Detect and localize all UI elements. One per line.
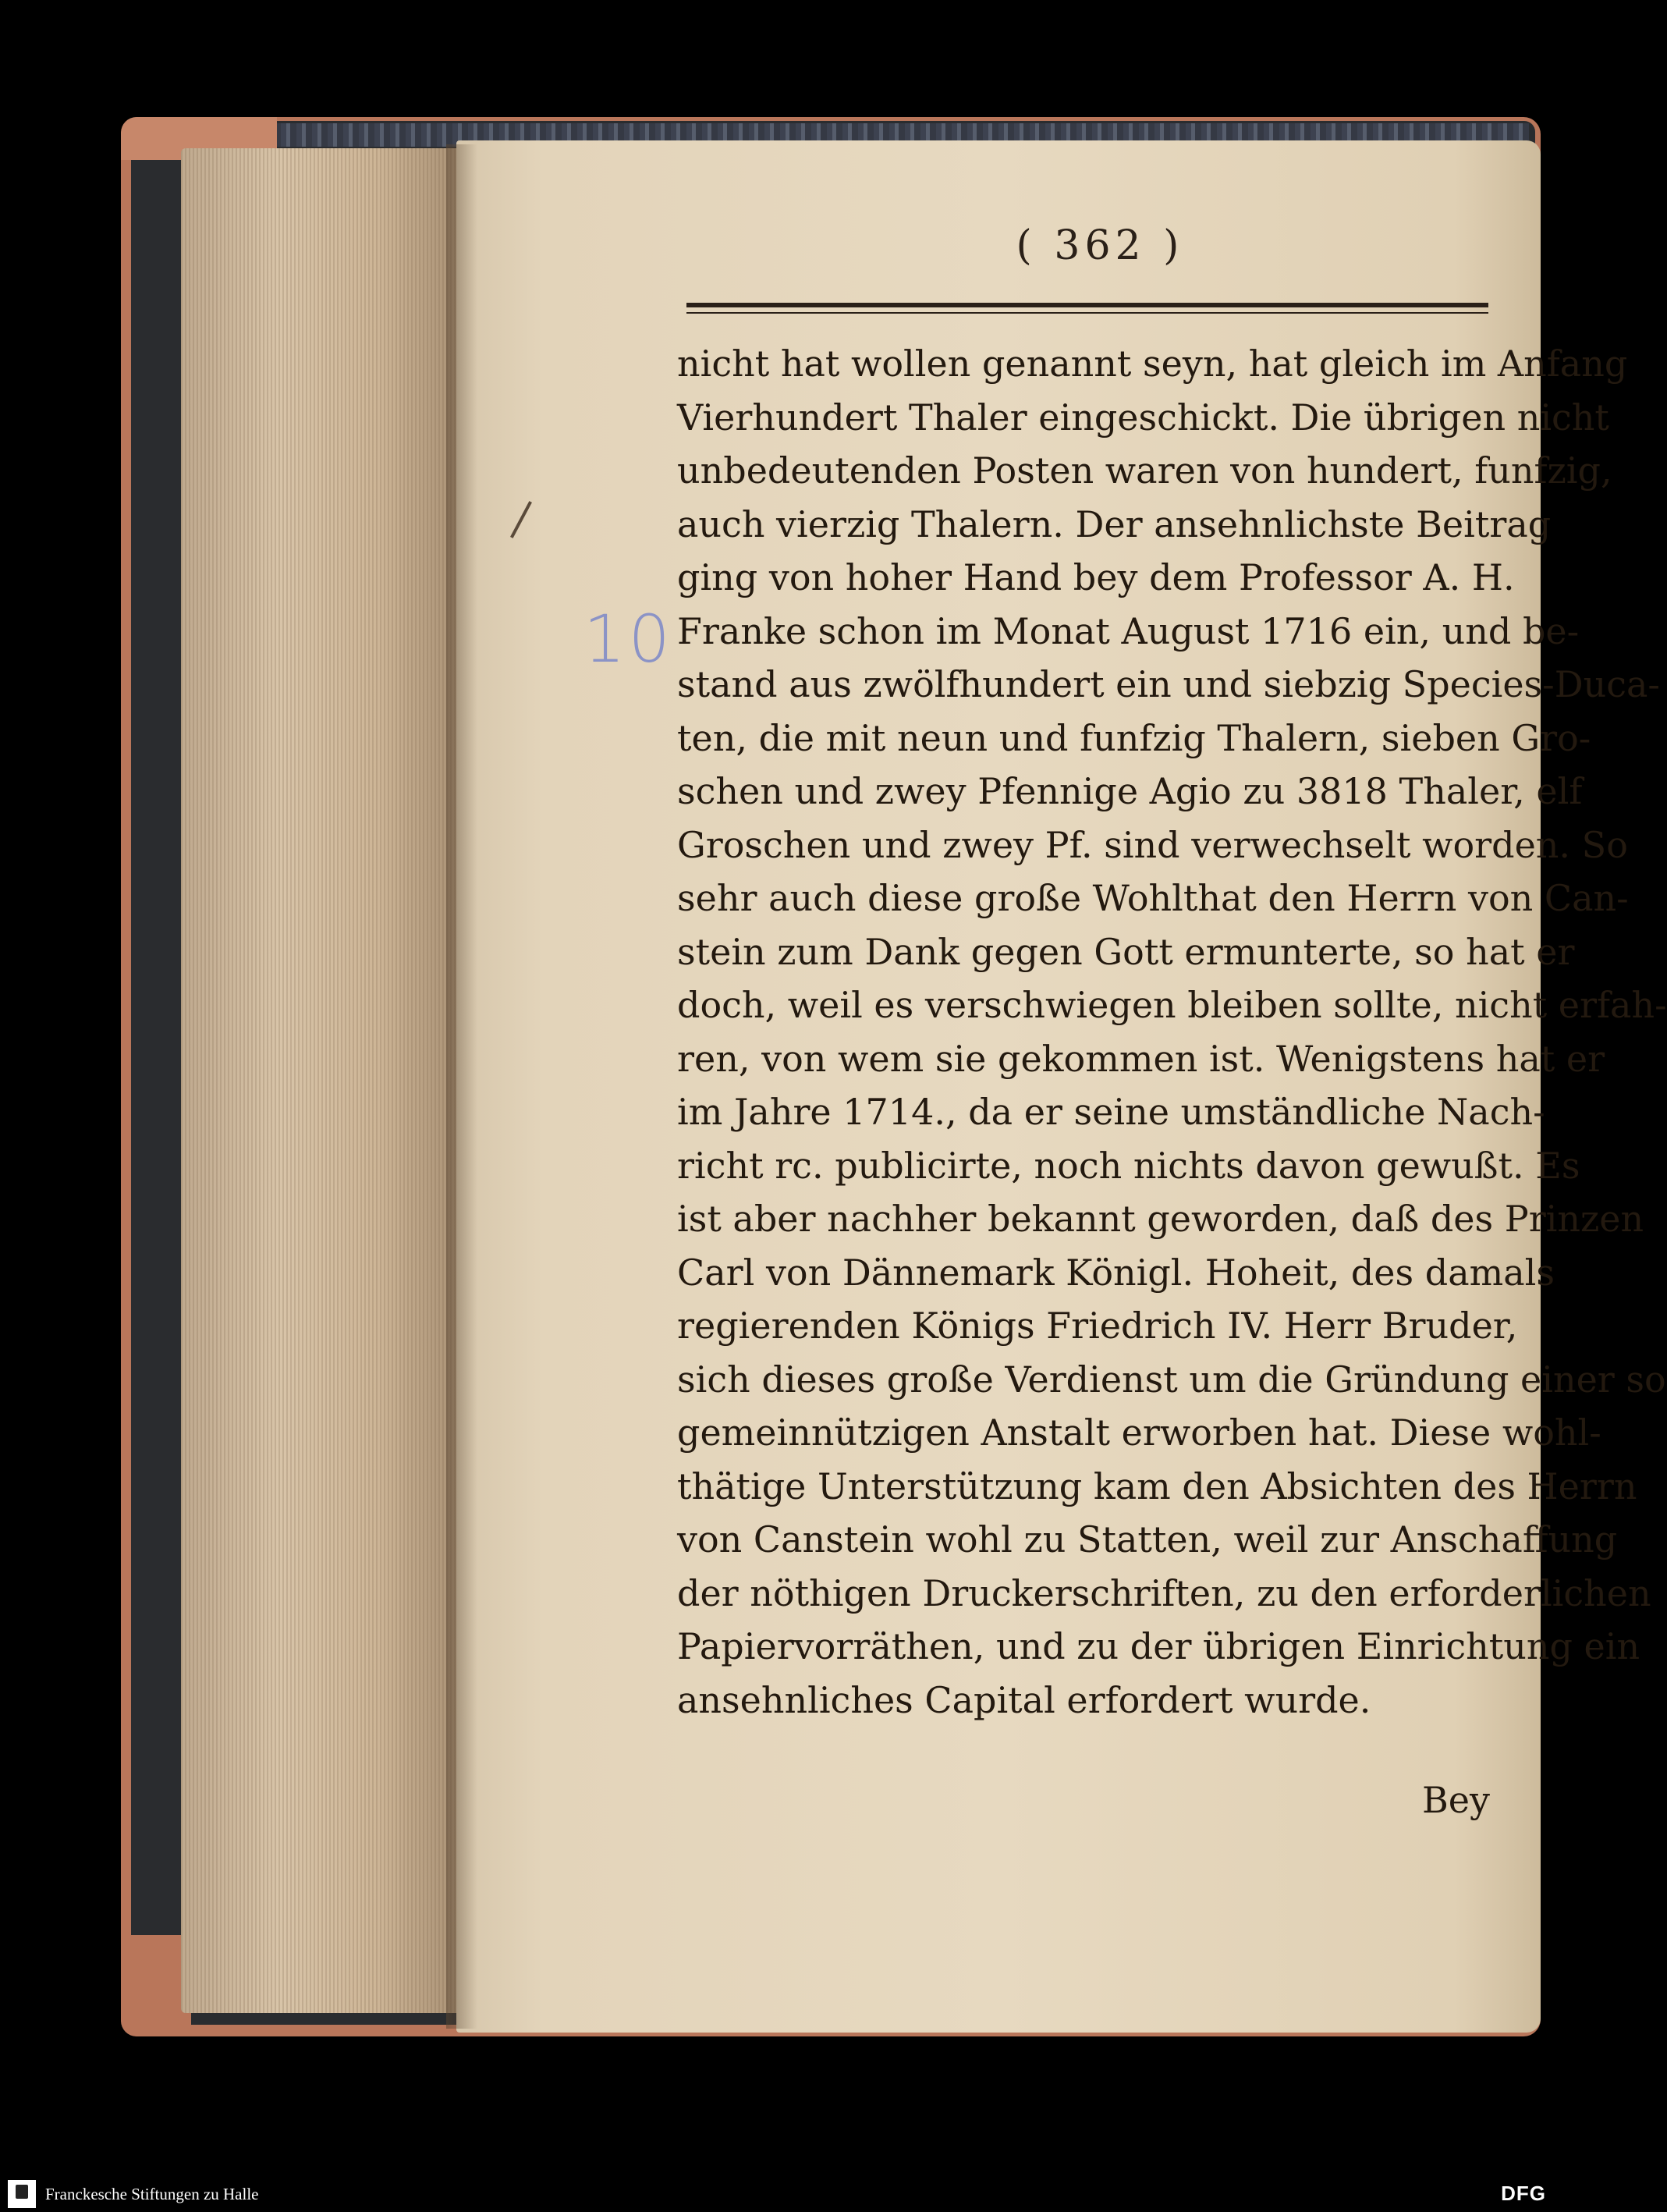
text-line: Groschen und zwey Pf. sind verwechselt worden. So: [677, 823, 1628, 866]
footer-bar: [0, 2177, 1560, 2212]
text-line: von Canstein wohl zu Statten, weil zur Anschaffung: [677, 1518, 1618, 1560]
dfg-logo: DFG: [1501, 2182, 1546, 2205]
text-line: stein zum Dank gegen Gott ermunterte, so hat er: [677, 930, 1575, 973]
text-line: ging von hoher Hand bey dem Professor A. H.: [677, 556, 1515, 598]
header-rule: [686, 303, 1488, 307]
text-line: ansehnliches Capital erfordert wurde.: [677, 1678, 1371, 1721]
text-line: ist aber nachher bekannt geworden, daß des Prinzen: [677, 1198, 1644, 1240]
text-line: sich dieses große Verdienst um die Gründung einer so: [677, 1358, 1666, 1401]
text-line: doch, weil es verschwiegen bleiben sollte, nicht erfah-: [677, 984, 1667, 1026]
text-line: Vierhundert Thaler eingeschickt. Die übrigen nicht: [677, 396, 1609, 438]
text-line: nicht hat wollen genannt seyn, hat gleich im Anfang: [677, 343, 1628, 385]
text-line: sehr auch diese große Wohlthat den Herrn von Can-: [677, 877, 1629, 919]
text-line: auch vierzig Thalern. Der ansehnlichste Beitrag: [677, 502, 1552, 545]
header-rule-thin: [686, 312, 1488, 314]
body-text: [677, 337, 1667, 1727]
text-line: stand aus zwölfhundert ein und siebzig Species-Duca-: [677, 663, 1660, 705]
catchword: Bey: [1421, 1779, 1490, 1821]
margin-note: 10: [583, 601, 673, 677]
text-line: der nöthigen Druckerschriften, zu den erforderlichen: [677, 1571, 1651, 1614]
text-line: richt rc. publicirte, noch nichts davon gewußt. Es: [677, 1144, 1580, 1187]
page-edges: [181, 148, 462, 2013]
page-gutter-shadow: [446, 144, 477, 2029]
institution-name: Franckesche Stiftungen zu Halle: [45, 2185, 259, 2203]
text-line: im Jahre 1714., da er seine umständliche Nach-: [677, 1091, 1545, 1133]
text-line: Papiervorräthen, und zu der übrigen Einrichtung ein: [677, 1625, 1640, 1667]
text-line: regierenden Königs Friedrich IV. Herr Bruder,: [677, 1305, 1518, 1347]
text-line: gemeinnützigen Anstalt erworben hat. Diese wohl-: [677, 1411, 1601, 1454]
text-line: Carl von Dännemark Königl. Hoheit, des damals: [677, 1251, 1555, 1294]
page-number: ( 362 ): [1016, 222, 1184, 269]
text-line: schen und zwey Pfennige Agio zu 3818 Thaler, elf: [677, 770, 1583, 812]
text-line: unbedeutenden Posten waren von hundert, funfzig,: [677, 449, 1612, 492]
institution-logo-icon: [8, 2180, 36, 2208]
text-line: ten, die mit neun und funfzig Thalern, sieben Gro-: [677, 716, 1591, 759]
text-line: ren, von wem sie gekommen ist. Wenigstens hat er: [677, 1037, 1605, 1080]
text-line: Franke schon im Monat August 1716 ein, und be-: [677, 609, 1580, 652]
text-line: thätige Unterstützung kam den Absichten des Herrn: [677, 1465, 1637, 1507]
